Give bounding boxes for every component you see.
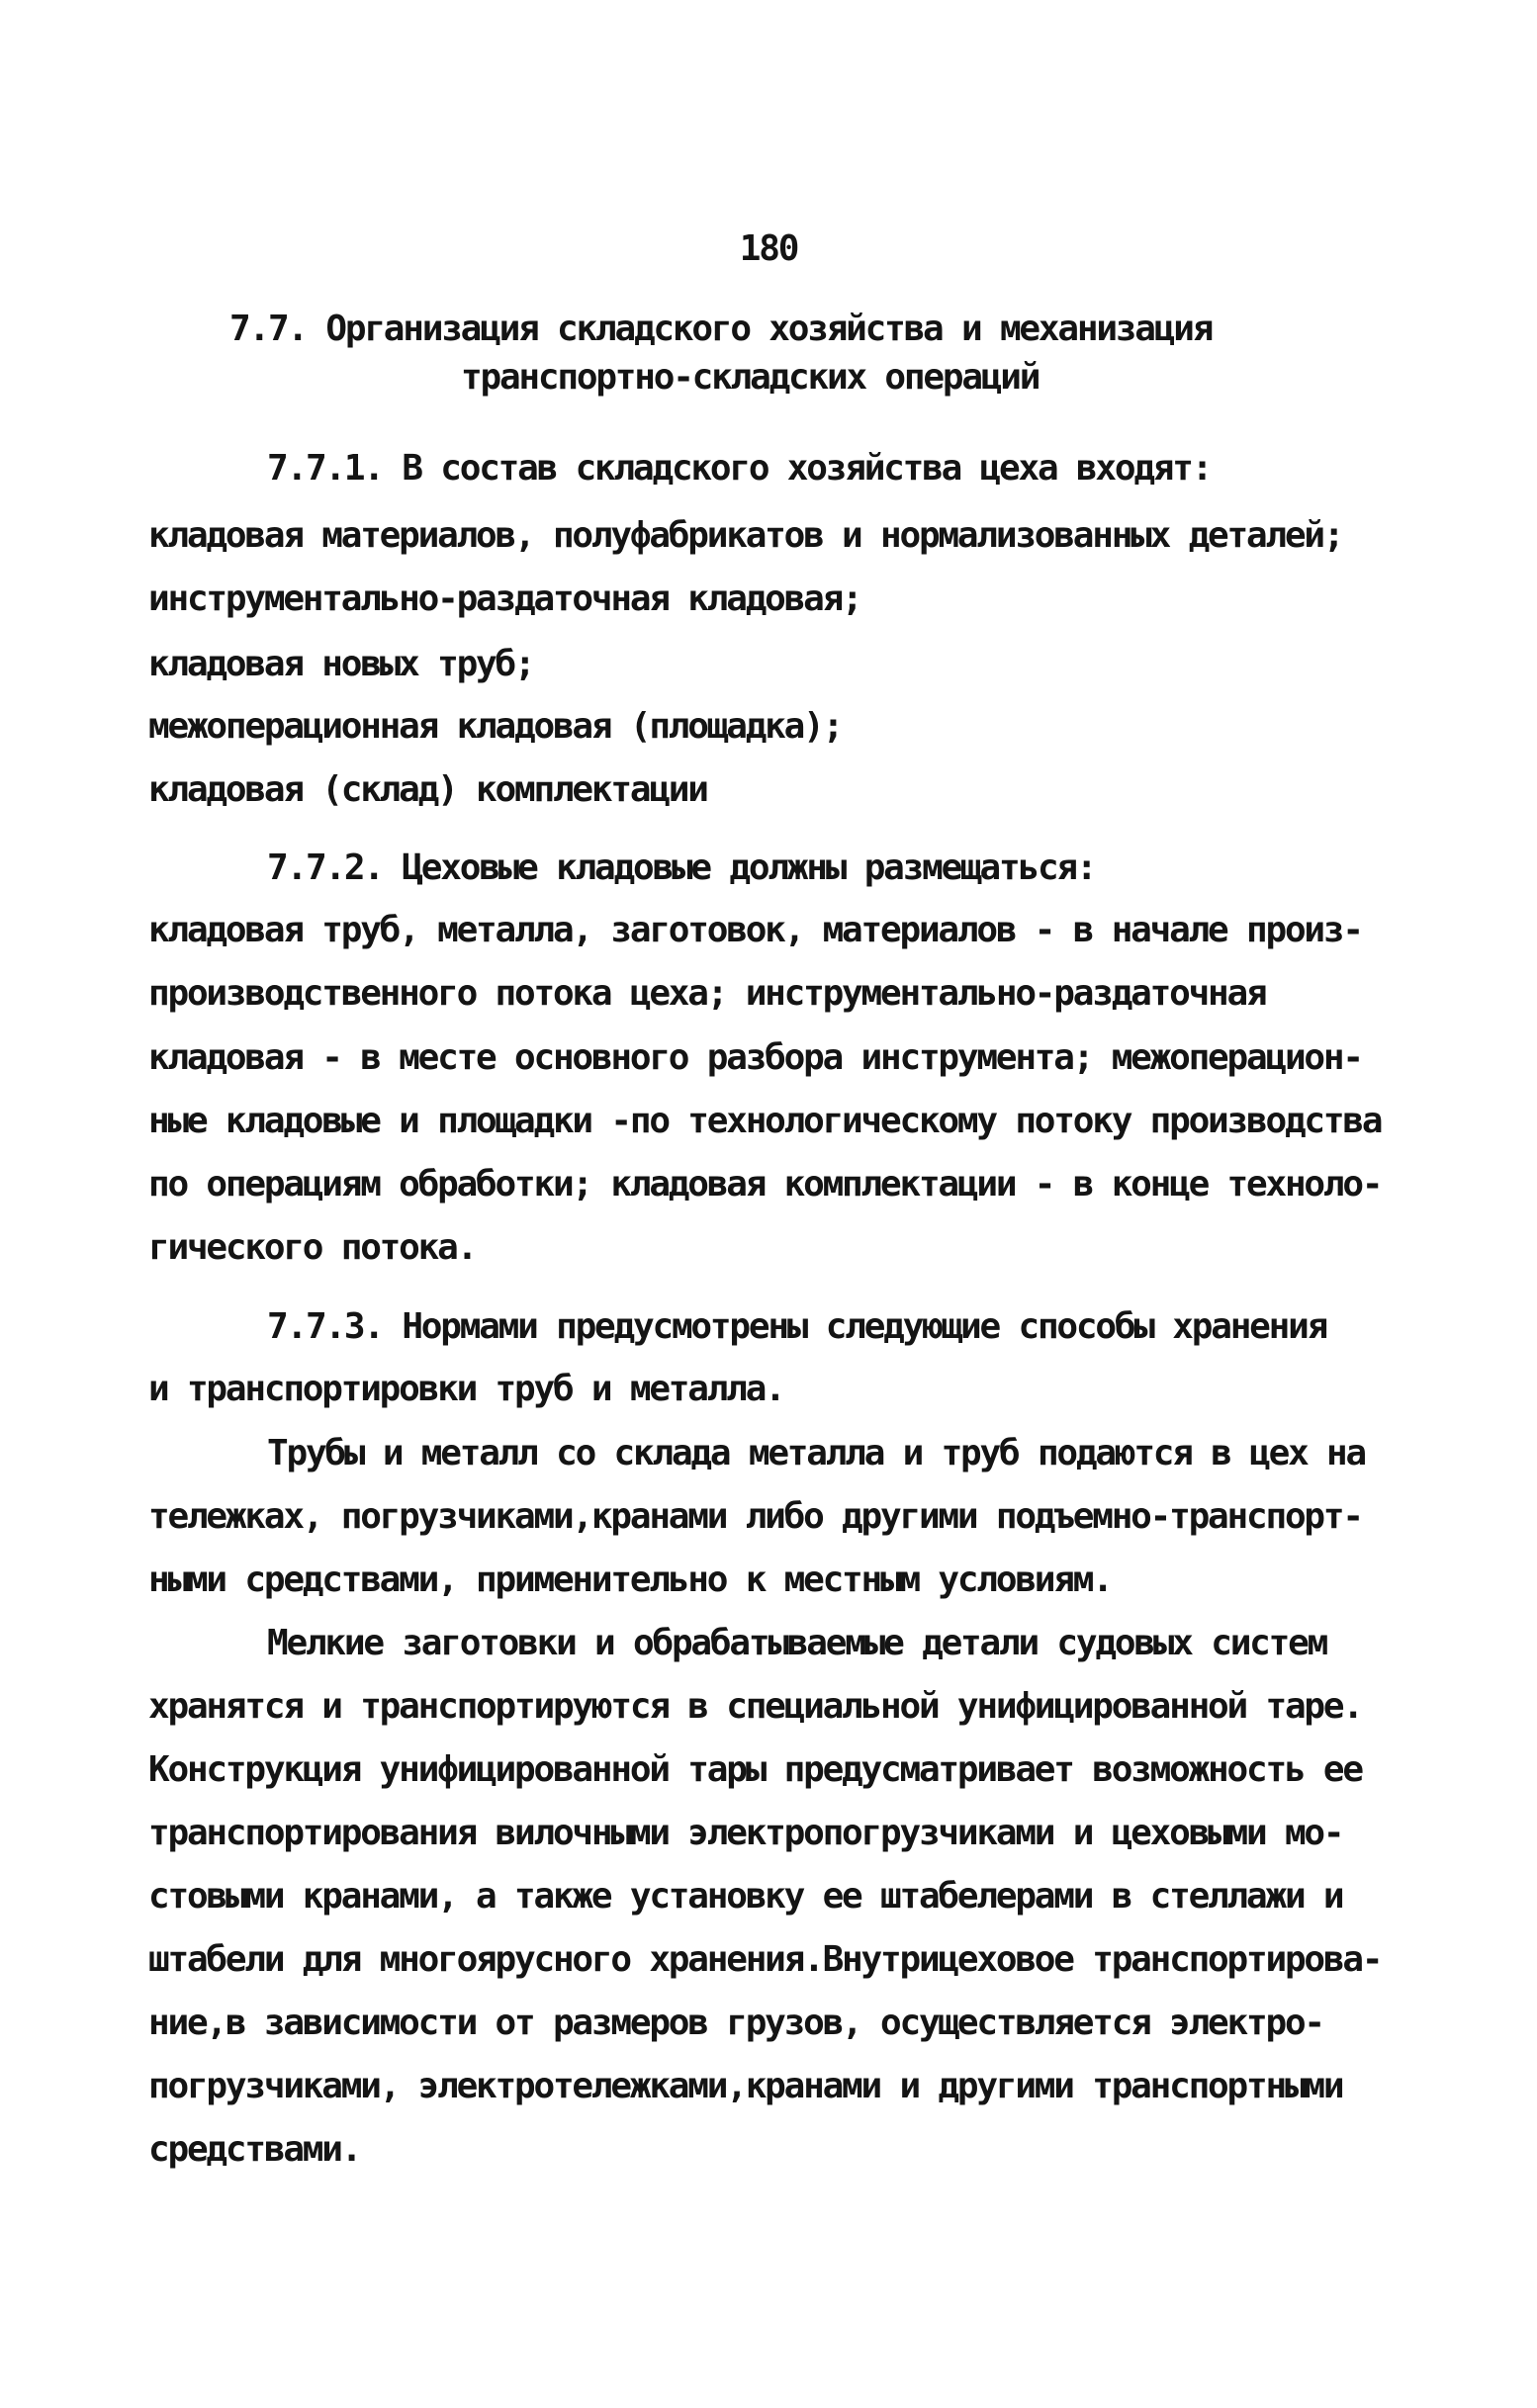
- paragraph-line: тележках, погрузчиками,кранами либо другими подъемно-транспорт-: [148, 1496, 1362, 1537]
- page-number: 180: [739, 228, 798, 269]
- paragraph-line: и транспортировки труб и металла.: [148, 1369, 784, 1409]
- paragraph-line: кладовая (склад) комплектации: [148, 769, 707, 810]
- paragraph-line: погрузчиками, электротележками,кранами и другими транспортными: [148, 2066, 1343, 2106]
- paragraph-line: кладовая - в месте основного разбора инструмента; межоперацион-: [148, 1037, 1362, 1078]
- paragraph-line: стовыми кранами, а также установку ее штабелерами в стеллажи и: [148, 1876, 1343, 1917]
- paragraph-line: кладовая новых труб;: [148, 644, 534, 684]
- paragraph-line: средствами.: [148, 2129, 361, 2170]
- paragraph-line: Конструкция унифицированной тары предусматривает возможность ее: [148, 1749, 1362, 1790]
- paragraph-line: межоперационная кладовая (площадка);: [148, 706, 843, 747]
- paragraph-line: 7.7.1. В состав складского хозяйства цеха входят:: [267, 448, 1212, 489]
- paragraph-line: производственного потока цеха; инструментально-раздаточная: [148, 973, 1266, 1014]
- paragraph-line: гического потока.: [148, 1227, 477, 1268]
- paragraph-line: транспортирования вилочными электропогрузчиками и цеховыми мо-: [148, 1813, 1343, 1853]
- section-title-line-1: 7.7. Организация складского хозяйства и механизация: [229, 309, 1213, 349]
- paragraph-line: штабели для многоярусного хранения.Внутрицеховое транспортирова-: [148, 1939, 1382, 1980]
- paragraph-line: ние,в зависимости от размеров грузов, осуществляется электро-: [148, 2003, 1323, 2043]
- paragraph-line: по операциям обработки; кладовая комплектации - в конце техноло-: [148, 1164, 1382, 1204]
- paragraph-line: Трубы и металл со склада металла и труб подаются в цех на: [267, 1433, 1366, 1473]
- paragraph-line: 7.7.2. Цеховые кладовые должны размещаться:: [267, 847, 1096, 888]
- paragraph-line: кладовая труб, металла, заготовок, материалов - в начале произ-: [148, 910, 1362, 950]
- paragraph-line: инструментально-раздаточная кладовая;: [148, 579, 861, 619]
- paragraph-line: 7.7.3. Нормами предусмотрены следующие способы хранения: [267, 1306, 1327, 1347]
- section-title-line-2: транспортно-складских операций: [461, 357, 1040, 398]
- paragraph-line: Мелкие заготовки и обрабатываемые детали судовых систем: [267, 1623, 1327, 1663]
- paragraph-line: ные кладовые и площадки -по технологическому потоку производства: [148, 1101, 1382, 1141]
- paragraph-line: ными средствами, применительно к местным условиям.: [148, 1560, 1112, 1600]
- paragraph-line: хранятся и транспортируются в специальной унифицированной таре.: [148, 1686, 1362, 1727]
- paragraph-line: кладовая материалов, полуфабрикатов и нормализованных деталей;: [148, 515, 1343, 556]
